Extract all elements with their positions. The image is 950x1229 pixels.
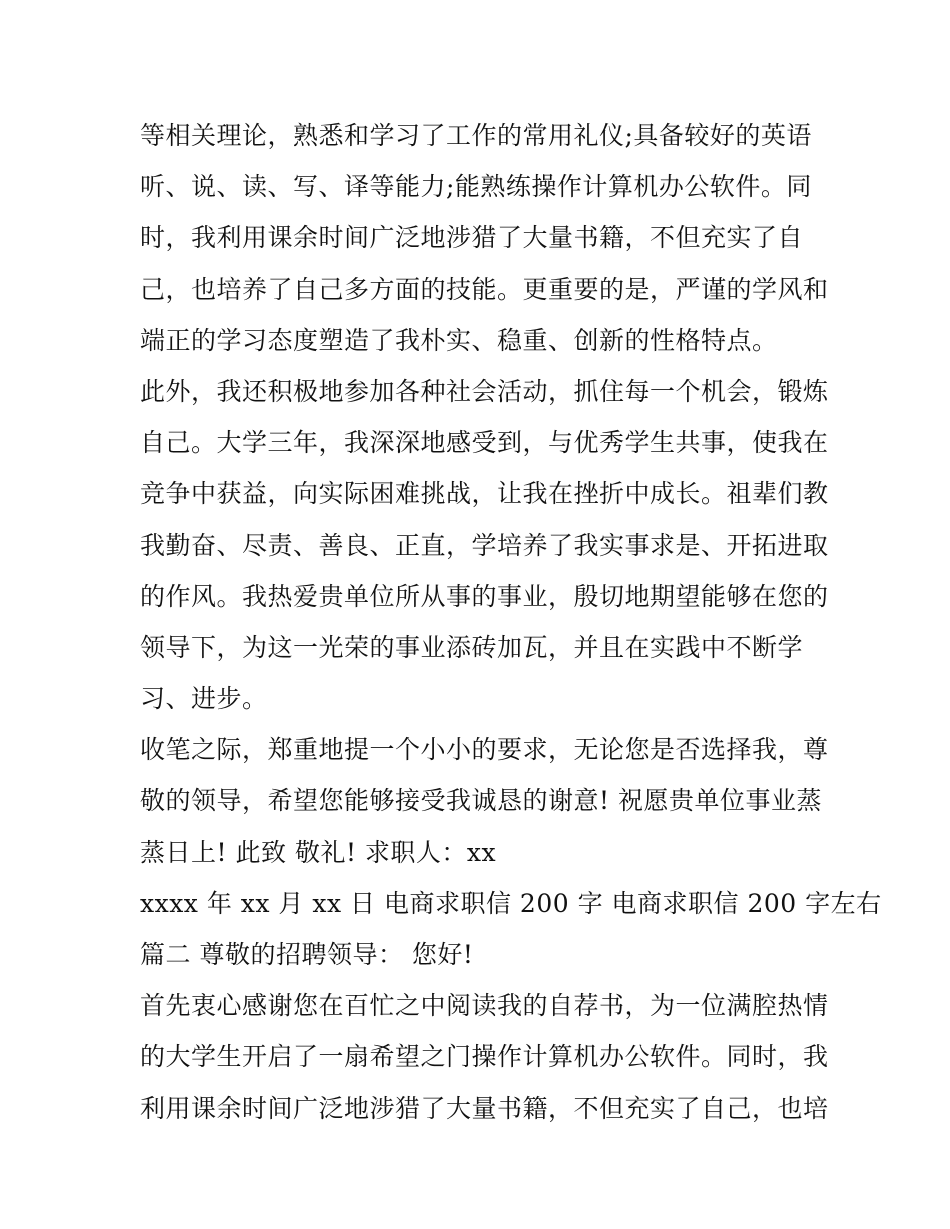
text-line: 敬的领导，希望您能够接受我诚恳的谢意! 祝愿贵单位事业蒸	[140, 786, 822, 816]
text-line: 利用课余时间广泛地涉猎了大量书籍，不但充实了自己，也培	[140, 1093, 829, 1123]
text-line: 收笔之际，郑重地提一个小小的要求，无论您是否选择我，尊	[140, 735, 829, 765]
text-line: 时，我利用课余时间广泛地涉猎了大量书籍，不但充实了自	[140, 223, 804, 253]
text-line: 首先衷心感谢您在百忙之中阅读我的自荐书，为一位满腔热情	[140, 991, 829, 1021]
text-line: 己，也培养了自己多方面的技能。更重要的是，严谨的学风和	[140, 274, 829, 304]
text-line: 习、进步。	[140, 684, 268, 714]
document-body	[140, 110, 882, 1134]
text-line: 听、说、读、写、译等能力;能熟练操作计算机办公软件。同	[140, 172, 812, 202]
text-line: 等相关理论，熟悉和学习了工作的常用礼仪;具备较好的英语	[140, 121, 812, 150]
text-line: 蒸日上! 此致 敬礼! 求职人：xx	[140, 837, 497, 867]
text-line: 我勤奋、尽责、善良、正直，学培养了我实事求是、开拓进取	[140, 530, 829, 560]
text-line: 端正的学习态度塑造了我朴实、稳重、创新的性格特点。	[140, 325, 778, 355]
text-line: 的大学生开启了一扇希望之门操作计算机办公软件。同时，我	[140, 1042, 829, 1072]
text-line: 自己。大学三年，我深深地感受到，与优秀学生共事，使我在	[140, 428, 829, 458]
text-line: 的作风。我热爱贵单位所从事的事业，殷切地期望能够在您的	[140, 581, 829, 611]
text-line: xxxx 年 xx 月 xx 日 电商求职信 200 字 电商求职信 200 字左右	[140, 888, 882, 918]
text-line: 竞争中获益，向实际困难挑战，让我在挫折中成长。祖辈们教	[140, 479, 829, 509]
section-heading: 篇二 尊敬的招聘领导： 您好!	[140, 940, 474, 969]
text-line: 此外，我还积极地参加各种社会活动，抓住每一个机会，锻炼	[140, 376, 829, 406]
text-line: 领导下，为这一光荣的事业添砖加瓦，并且在实践中不断学	[140, 632, 804, 662]
